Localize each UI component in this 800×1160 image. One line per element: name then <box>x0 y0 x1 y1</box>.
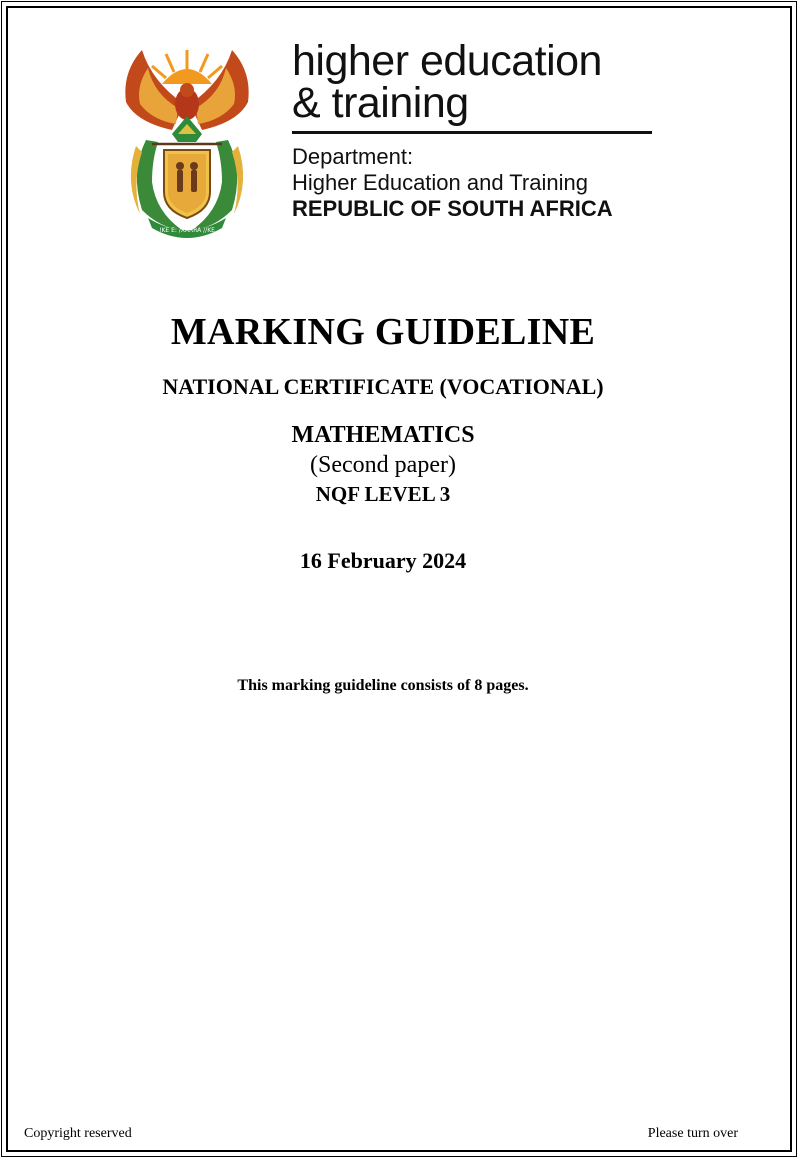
paper-name: (Second paper) <box>310 452 456 478</box>
sun-icon <box>152 50 222 84</box>
department-label: Department: <box>292 144 414 169</box>
header-rule <box>292 131 652 134</box>
subject-name: MATHEMATICS <box>291 422 475 448</box>
svg-text:!KE E: /XARRA //KE: !KE E: /XARRA //KE <box>159 227 215 234</box>
exam-date: 16 February 2024 <box>299 548 467 573</box>
page-count-note: This marking guideline consists of 8 pages. <box>237 677 529 694</box>
turn-over-footer: Please turn over <box>647 1126 738 1141</box>
department-header <box>292 37 672 222</box>
nqf-level: NQF LEVEL 3 <box>315 482 451 506</box>
certificate-name: NATIONAL CERTIFICATE (VOCATIONAL) <box>162 374 604 399</box>
department-name: Higher Education and Training <box>292 170 588 195</box>
brand-line-2: & training <box>292 79 469 127</box>
copyright-footer: Copyright reserved <box>24 1126 132 1141</box>
coat-of-arms-icon <box>112 42 262 238</box>
country-name: REPUBLIC OF SOUTH AFRICA <box>292 196 613 221</box>
document-title: MARKING GUIDELINE <box>170 311 596 353</box>
brand-line-1: higher education <box>292 37 602 85</box>
